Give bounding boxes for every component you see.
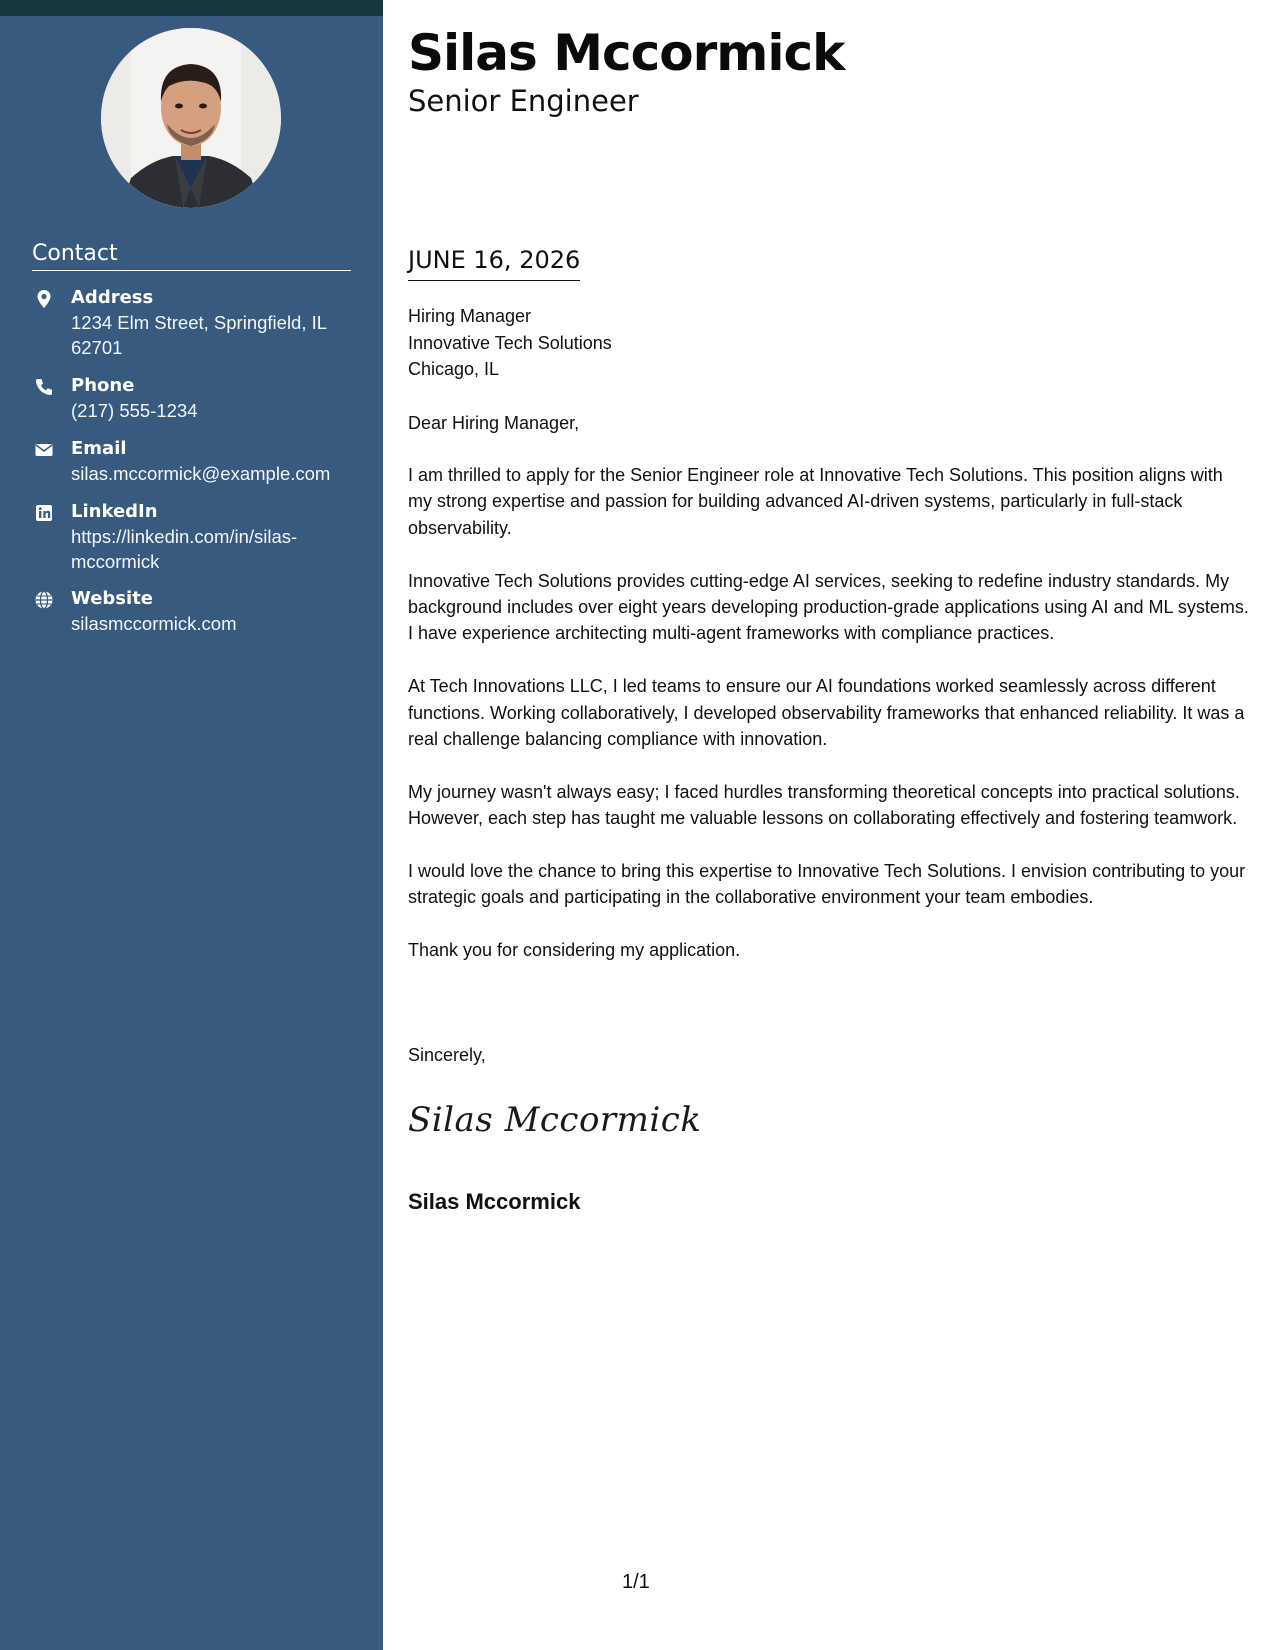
contact-linkedin	[32, 500, 362, 580]
sidebar-top-bar	[0, 0, 383, 16]
paragraph: My journey wasn't always easy; I faced hurdles transforming theoretical concepts into practical solutions. However, each step has taught me valuable lessons on collaborating effectively and fostering teamwork.	[408, 781, 1240, 829]
applicant-role: Senior Engineer	[408, 84, 639, 118]
website-label: Website	[71, 588, 154, 609]
letter-body	[408, 462, 1250, 990]
phone-value: (217) 555-1234	[71, 400, 198, 421]
paragraph: At Tech Innovations LLC, I led teams to ensure our AI foundations worked seamlessly across different functions. Working collaboratively, I developed observability frameworks that enhanced reliability. It was a real challenge balancing compliance with innovation.	[408, 676, 1245, 750]
applicant-name: Silas Mccormick	[408, 24, 845, 82]
recipient-company: Innovative Tech Solutions	[408, 332, 612, 353]
envelope-icon	[34, 440, 54, 460]
profile-photo	[101, 28, 281, 208]
closing: Sincerely,	[408, 1045, 486, 1065]
linkedin-value[interactable]: https://linkedin.com/in/silas-mccormick	[71, 526, 298, 572]
address-label: Address	[71, 287, 154, 308]
letter-date: JUNE 16, 2026	[408, 244, 580, 281]
signer-name: Silas Mccormick	[408, 1189, 581, 1214]
recipient-block	[408, 303, 612, 383]
address-value: 1234 Elm Street, Springfield, IL 62701	[71, 312, 327, 358]
contact-phone	[32, 374, 362, 430]
website-value[interactable]: silasmccormick.com	[71, 613, 237, 634]
linkedin-icon	[34, 503, 54, 523]
paragraph: Innovative Tech Solutions provides cutting-edge AI services, seeking to redefine industry standards. My background includes over eight years developing production-grade applications using AI and ML systems. I have experience architecting multi-agent frameworks with compliance practices.	[408, 570, 1249, 644]
email-value[interactable]: silas.mccormick@example.com	[71, 463, 331, 484]
globe-icon	[34, 590, 54, 610]
email-label: Email	[71, 438, 127, 459]
paragraph: I am thrilled to apply for the Senior Engineer role at Innovative Tech Solutions. This position aligns with my strong expertise and passion for building advanced AI-driven systems, particularly in full-stack observability.	[408, 465, 1223, 538]
paragraph: Thank you for considering my application.	[408, 940, 741, 961]
paragraph: I would love the chance to bring this expertise to Innovative Tech Solutions. I envision contributing to your strategic goals and participating in the collaborative environment your team embodies.	[408, 861, 1246, 908]
contact-address	[32, 286, 362, 366]
linkedin-label: LinkedIn	[71, 501, 158, 522]
recipient-location: Chicago, IL	[408, 359, 500, 379]
handwritten-signature: Silas Mccormick	[408, 1100, 702, 1140]
recipient-title: Hiring Manager	[408, 306, 532, 326]
location-pin-icon	[34, 289, 54, 309]
page-number: 1/1	[622, 1571, 650, 1593]
sidebar	[0, 0, 383, 1650]
salutation: Dear Hiring Manager,	[408, 413, 580, 433]
contact-email	[32, 437, 362, 493]
contact-heading: Contact	[32, 240, 351, 271]
phone-icon	[34, 377, 54, 397]
phone-label: Phone	[71, 375, 135, 396]
contact-website	[32, 587, 362, 643]
